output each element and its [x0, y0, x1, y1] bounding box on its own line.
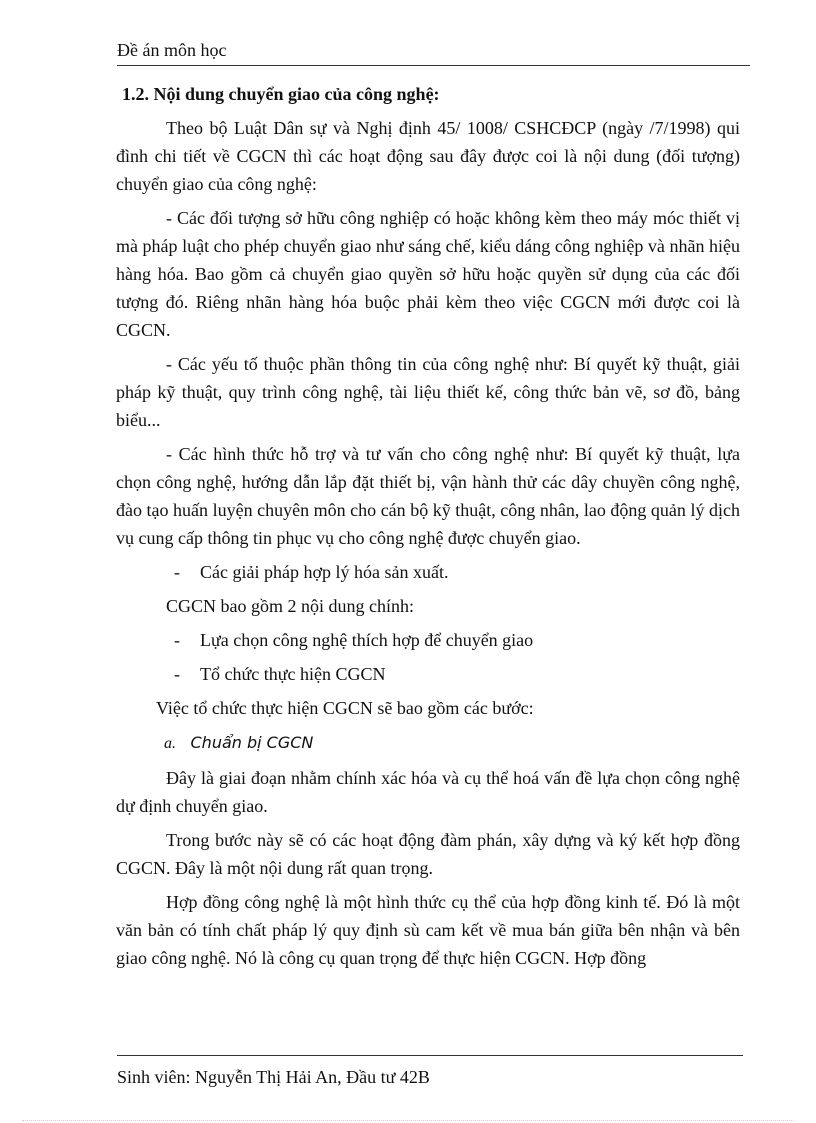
bullet-dash: - [174, 562, 180, 582]
bullet-item [116, 660, 740, 688]
sub-heading [116, 728, 740, 758]
bullet-dash: - [174, 630, 180, 650]
paragraph: - Các đối tượng sở hữu công nghiệp có hoặc không kèm theo máy móc thiết vị mà pháp luật cho phép chuyển giao như sáng chế, kiểu dáng công nghiệp và nhãn hiệu hàng hóa. Bao gồm cả chuyển giao quyền sở hữu hoặc quyền sử dụng của các đối tượng đó. Riêng nhãn hàng hóa buộc phải kèm theo việc CGCN mới được coi là CGCN. [116, 208, 740, 340]
bullet-text: Tổ chức thực hiện CGCN [200, 664, 386, 684]
paragraph: Việc tổ chức thực hiện CGCN sẽ bao gồm các bước: [156, 698, 534, 718]
bullet-item [116, 626, 740, 654]
sub-heading-label: Chuẩn bị CGCN [190, 733, 314, 752]
paragraph: - Các hình thức hỗ trợ và tư vấn cho công nghệ như: Bí quyết kỹ thuật, lựa chọn công nghệ, hướng dẫn lắp đặt thiết bị, vận hành thử các dây chuyền công nghệ, đào tạo huấn luyện chuyên môn cho cán bộ kỹ thuật, công nhân, lao động quản lý dịch vụ cung cấp thông tin phục vụ cho công nghệ được chuyển giao. [116, 444, 740, 548]
bullet-item [116, 558, 740, 586]
page-bottom-dotted-line [22, 1120, 794, 1121]
section-title: 1.2. Nội dung chuyển giao của công nghệ: [122, 84, 440, 104]
paragraph: Đây là giai đoạn nhằm chính xác hóa và cụ thể hoá vấn đề lựa chọn công nghệ dự định chuyển giao. [116, 768, 740, 816]
paragraph: CGCN bao gồm 2 nội dung chính: [166, 596, 414, 616]
page-footer: Sinh viên: Nguyễn Thị Hải An, Đầu tư 42B [117, 1067, 430, 1087]
paragraph: Theo bộ Luật Dân sự và Nghị định 45/ 1008/ CSHCĐCP (ngày /7/1998) qui đình chi tiết về CGCN thì các hoạt động sau đây được coi là nội dung (đối tượng) chuyển giao của công nghệ: [116, 118, 740, 194]
header-divider [117, 65, 750, 66]
document-body [116, 80, 740, 978]
page-header: Đề án môn học [117, 40, 227, 60]
paragraph: - Các yếu tố thuộc phần thông tin của công nghệ như: Bí quyết kỹ thuật, giải pháp kỹ thuật, quy trình công nghệ, tài liệu thiết kế, công thức bản vẽ, sơ đồ, bảng biểu... [116, 354, 740, 430]
bullet-text: Lựa chọn công nghệ thích hợp để chuyển giao [200, 630, 534, 650]
footer-divider [117, 1055, 743, 1056]
bullet-text: Các giải pháp hợp lý hóa sản xuất. [200, 562, 449, 582]
sub-heading-letter: a. [164, 735, 176, 752]
paragraph: Hợp đồng công nghệ là một hình thức cụ thể của hợp đồng kinh tế. Đó là một văn bản có tính chất pháp lý quy định sù cam kết về mua bán giữa bên nhận và bên giao công nghệ. Nó là công cụ quan trọng để thực hiện CGCN. Hợp đồng [116, 892, 740, 968]
paragraph: Trong bước này sẽ có các hoạt động đàm phán, xây dựng và ký kết hợp đồng CGCN. Đây là một nội dung rất quan trọng. [116, 830, 740, 878]
bullet-dash: - [174, 664, 180, 684]
